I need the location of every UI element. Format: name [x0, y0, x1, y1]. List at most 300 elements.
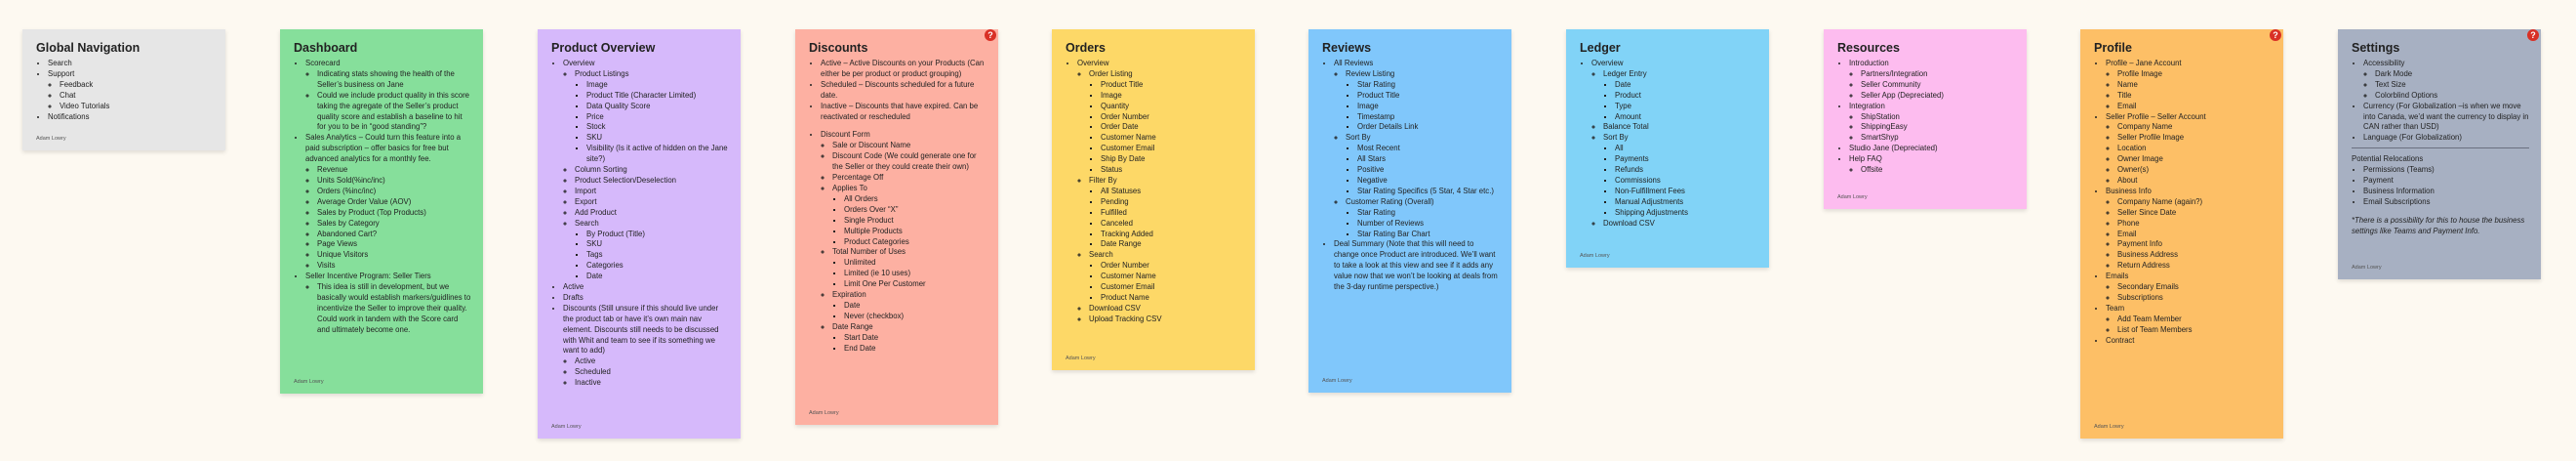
list-item-text: Business Information — [2363, 186, 2435, 195]
list-item — [844, 301, 986, 312]
list-item-text: ShipStation — [1861, 111, 1900, 121]
list-item — [575, 197, 729, 208]
list-item — [1101, 112, 1243, 123]
list-item — [2106, 59, 2272, 112]
note-product-overview[interactable] — [538, 29, 741, 439]
list-item-text: Overview — [563, 59, 595, 67]
list-item — [1101, 133, 1243, 144]
list-item-text: Product Listings — [575, 68, 629, 78]
list-item-text: Could we include product quality in this score taking the agregate of the Seller’s product quality score and establish a baseline to hit for you to be in “good standing”? — [317, 90, 470, 132]
list-item — [1101, 230, 1243, 240]
list-item-text: Name — [2117, 79, 2138, 89]
list-item — [586, 239, 729, 250]
sub-list — [305, 165, 471, 272]
list-item — [575, 165, 729, 176]
list-item-text: SmartShyp — [1861, 133, 1899, 143]
bullet-list — [1580, 59, 1757, 230]
list-item — [832, 151, 986, 173]
list-item — [575, 69, 729, 165]
list-item — [2117, 69, 2272, 80]
list-item — [1861, 122, 2015, 133]
list-item-text: Positive — [1357, 165, 1385, 175]
list-item-text: Help FAQ — [1849, 154, 1882, 164]
list-item-text: Non-Fulfillment Fees — [1615, 186, 1685, 195]
list-item-text: Tags — [586, 250, 603, 260]
list-item — [832, 141, 986, 151]
question-icon[interactable]: ? — [985, 29, 996, 41]
list-item — [1101, 239, 1243, 250]
list-item-text: Star Rating Specifics (5 Star, 4 Star etc.) — [1357, 186, 1494, 195]
list-item — [1101, 91, 1243, 102]
list-item-text: Pending — [1101, 196, 1129, 206]
list-item-text: Active – Active Discounts on your Products (Can either be per product or product grouping) — [821, 59, 985, 78]
list-item — [305, 59, 471, 133]
list-item-text: Expiration — [832, 290, 866, 300]
list-item — [2117, 144, 2272, 154]
list-item-text: Percentage Off — [832, 173, 884, 183]
list-item-text: Sales by Product (Top Products) — [317, 207, 426, 217]
list-item — [586, 122, 729, 133]
list-item-text: Amount — [1615, 111, 1641, 121]
list-item-text: Limit One Per Customer — [844, 279, 926, 289]
author-label: Adam Lowry — [1322, 378, 1352, 384]
list-item — [1357, 165, 1500, 176]
list-item-text: Seller Profile – Seller Account — [2106, 111, 2206, 121]
list-item — [1357, 230, 1500, 240]
list-item — [821, 130, 986, 354]
list-item — [305, 133, 471, 272]
author-label: Adam Lowry — [809, 410, 839, 416]
author-label: Adam Lowry — [36, 136, 66, 142]
list-item — [844, 194, 986, 205]
list-item — [1615, 187, 1757, 197]
list-item-text: Order Number — [1101, 111, 1149, 121]
list-item — [1861, 69, 2015, 80]
note-resources[interactable] — [1824, 29, 2027, 209]
list-item-text: Date Range — [832, 321, 873, 331]
list-item — [317, 91, 471, 134]
sub-list — [563, 69, 729, 282]
list-item — [844, 279, 986, 290]
bullet-list — [809, 59, 986, 122]
list-item — [575, 208, 729, 219]
list-item-text: Emails — [2106, 272, 2129, 281]
note-title: Reviews — [1322, 41, 1372, 55]
list-item — [60, 91, 214, 102]
list-item-text: Export — [575, 196, 597, 206]
list-item — [1615, 112, 1757, 123]
list-item-text: Search — [48, 59, 72, 67]
list-item — [2375, 80, 2529, 91]
list-item — [1603, 133, 1757, 218]
list-item-text: All Orders — [844, 193, 878, 203]
list-item — [832, 247, 986, 290]
list-item-text: Average Order Value (AOV) — [317, 196, 412, 206]
list-item — [1603, 69, 1757, 123]
list-item — [1101, 261, 1243, 272]
list-item-text: Offsite — [1861, 165, 1883, 175]
list-item — [1101, 282, 1243, 293]
note-global-navigation[interactable] — [22, 29, 225, 150]
list-item-text: Order Number — [1101, 261, 1149, 271]
list-item-text: Single Product — [844, 215, 894, 225]
sub-list — [1849, 165, 2015, 176]
list-item — [2117, 239, 2272, 250]
list-item-text: Column Sorting — [575, 165, 627, 175]
list-item — [1615, 102, 1757, 112]
list-item-text: Partners/Integration — [1861, 68, 1928, 78]
list-item-text: Orders Over “X” — [844, 204, 899, 214]
list-item — [821, 80, 986, 102]
list-item — [1089, 304, 1243, 314]
list-item — [1101, 272, 1243, 282]
sub-list — [575, 230, 729, 283]
list-item — [2117, 102, 2272, 112]
list-item-text: Status — [1101, 165, 1123, 175]
list-item — [1346, 69, 1500, 133]
list-item — [844, 227, 986, 237]
list-item-text: Seller Profile Image — [2117, 133, 2185, 143]
list-item — [317, 282, 471, 336]
list-item-text: About — [2117, 175, 2138, 185]
list-item — [1101, 219, 1243, 230]
list-item — [821, 59, 986, 80]
bullet-list — [1066, 59, 1243, 325]
bullet-list — [2352, 165, 2529, 208]
list-item-text: Discount Form — [821, 130, 870, 140]
list-item-text: Unique Visitors — [317, 250, 369, 260]
list-item-text: Sales Analytics – Could turn this feature into a paid subscription – offer basics for free but advanced analytics for a monthly fee. — [305, 133, 462, 164]
list-item — [1101, 165, 1243, 176]
sub-list — [563, 356, 729, 389]
list-item — [1861, 80, 2015, 91]
list-item-text: Email Subscriptions — [2363, 196, 2431, 206]
author-label: Adam Lowry — [1837, 194, 1868, 200]
list-item-text: ShippingEasy — [1861, 122, 1908, 132]
list-item-text: Data Quality Score — [586, 101, 651, 110]
note-title: Discounts — [809, 41, 868, 55]
list-item — [2117, 293, 2272, 304]
list-item — [832, 322, 986, 355]
list-item — [2375, 69, 2529, 80]
bullet-list — [2094, 59, 2272, 346]
list-item-text: Star Rating — [1357, 79, 1396, 89]
list-item — [1357, 208, 1500, 219]
list-item-text: Orders (%inc/inc) — [317, 186, 377, 195]
list-item-text: Image — [586, 79, 608, 89]
list-item-text: Payment Info — [2117, 239, 2162, 249]
list-item-text: Add Team Member — [2117, 314, 2182, 323]
list-item-text: Product Title — [1357, 90, 1400, 100]
note-reviews[interactable] — [1308, 29, 1511, 393]
list-item — [317, 197, 471, 208]
list-item — [1849, 102, 2015, 145]
list-item-text: List of Team Members — [2117, 324, 2193, 334]
list-item-text: Negative — [1357, 175, 1388, 185]
list-item-text: All Stars — [1357, 154, 1387, 164]
list-item-text: Contract — [2106, 335, 2135, 345]
list-item-text: Language (For Globalization) — [2363, 133, 2462, 143]
list-item-text: Company Name — [2117, 122, 2173, 132]
list-item — [2117, 197, 2272, 208]
list-item — [1089, 69, 1243, 176]
list-item — [1357, 154, 1500, 165]
author-label: Adam Lowry — [2352, 265, 2382, 271]
list-item-text: SKU — [586, 239, 603, 249]
list-item-text: Order Date — [1101, 122, 1139, 132]
list-item-text: Import — [575, 186, 597, 195]
list-item — [1101, 102, 1243, 112]
list-item — [2106, 272, 2272, 304]
list-item-text: Filter By — [1089, 175, 1117, 185]
list-item — [586, 144, 729, 165]
list-item-text: Units Sold(%inc/inc) — [317, 175, 385, 185]
list-item — [1089, 314, 1243, 325]
list-item-text: Sort By — [1603, 133, 1629, 143]
list-item — [844, 312, 986, 322]
list-item — [2117, 133, 2272, 144]
list-item-text: Seller Incentive Program: Seller Tiers — [305, 272, 431, 281]
list-item-text: Team — [2106, 303, 2125, 313]
list-item-text: Product Selection/Deselection — [575, 175, 677, 185]
list-item — [2117, 80, 2272, 91]
list-item — [1861, 91, 2015, 102]
sub-list — [1849, 112, 2015, 145]
list-item-text: Profile – Jane Account — [2106, 59, 2182, 67]
list-item-text: Commissions — [1615, 175, 1661, 185]
list-item — [844, 205, 986, 216]
list-item-text: Studio Jane (Depreciated) — [1849, 144, 1938, 153]
list-item-text: Customer Email — [1101, 282, 1155, 292]
list-item-text: Price — [586, 111, 604, 121]
list-item-text: Product Categories — [844, 236, 909, 246]
list-item — [1357, 187, 1500, 197]
list-item — [2106, 187, 2272, 272]
list-item — [2363, 176, 2529, 187]
list-item — [844, 344, 986, 355]
list-item — [586, 250, 729, 261]
list-item — [2117, 91, 2272, 102]
list-item-text: Title — [2117, 90, 2132, 100]
note-title: Product Overview — [551, 41, 656, 55]
list-item — [1357, 91, 1500, 102]
list-item-text: Customer Name — [1101, 133, 1156, 143]
list-item-text: Download CSV — [1089, 303, 1141, 313]
list-item — [317, 250, 471, 261]
relocations-heading: Potential Relocations — [2352, 154, 2424, 164]
list-item-text: Unlimited — [844, 258, 876, 268]
list-item — [1861, 165, 2015, 176]
list-item — [305, 272, 471, 335]
list-item-text: Quantity — [1101, 101, 1130, 110]
list-item — [1603, 122, 1757, 133]
sub-list — [1591, 69, 1757, 230]
note-dashboard[interactable] — [280, 29, 483, 394]
list-item — [1101, 80, 1243, 91]
sub-list — [2106, 69, 2272, 112]
divider — [2352, 147, 2529, 148]
list-item — [832, 184, 986, 247]
list-item-text: Star Rating Bar Chart — [1357, 229, 1430, 238]
sub-list — [2106, 197, 2272, 272]
list-item — [844, 237, 986, 248]
list-item — [844, 269, 986, 279]
list-item — [1101, 197, 1243, 208]
list-item-text: Integration — [1849, 101, 1885, 110]
sub-list — [1089, 187, 1243, 250]
question-icon[interactable]: ? — [2527, 29, 2539, 41]
list-item-text: Sales by Category — [317, 218, 380, 228]
bullet-list — [1837, 59, 2015, 176]
list-item — [2363, 59, 2529, 102]
list-item-text: Support — [48, 68, 75, 78]
sub-list — [1089, 261, 1243, 304]
list-item — [1603, 219, 1757, 230]
list-item — [2117, 165, 2272, 176]
note-title: Ledger — [1580, 41, 1621, 55]
list-item-text: Balance Total — [1603, 122, 1649, 132]
list-item-text: Secondary Emails — [2117, 282, 2179, 292]
list-item — [844, 333, 986, 344]
list-item — [1334, 239, 1500, 293]
bullet-list — [2352, 59, 2529, 144]
note-title: Global Navigation — [36, 41, 141, 55]
list-item-text: Subscriptions — [2117, 292, 2163, 302]
list-item-text: Indicating stats showing the health of the Seller’s business on Jane — [317, 68, 455, 89]
list-item-text: Owner(s) — [2117, 165, 2150, 175]
list-item-text: Drafts — [563, 292, 584, 302]
list-item — [1089, 250, 1243, 304]
list-item — [563, 293, 729, 304]
list-item-text: Tracking Added — [1101, 229, 1153, 238]
list-item-text: Scheduled — [575, 367, 611, 377]
list-item — [1357, 122, 1500, 133]
sub-list — [2363, 69, 2529, 102]
list-item-text: Visibility (Is it active of hidden on the Jane site?) — [586, 144, 728, 164]
note-ledger[interactable] — [1566, 29, 1769, 268]
list-item-text: Ship By Date — [1101, 154, 1146, 164]
list-item — [586, 102, 729, 112]
list-item-text: Feedback — [60, 79, 94, 89]
list-item — [1615, 80, 1757, 91]
list-item — [2117, 230, 2272, 240]
list-item-text: Payment — [2363, 176, 2394, 186]
list-item — [2106, 336, 2272, 347]
list-item — [586, 91, 729, 102]
sub-list — [1334, 69, 1500, 240]
list-item — [586, 133, 729, 144]
list-item-text: Seller App (Depreciated) — [1861, 90, 1944, 100]
list-item-text: Total Number of Uses — [832, 247, 906, 257]
list-item-text: Type — [1615, 101, 1631, 110]
list-item — [60, 102, 214, 112]
list-item — [317, 165, 471, 176]
settings-footnote: *There is a possibility for this to house the business settings like Teams and Payment Info. — [2352, 215, 2525, 235]
list-item — [1101, 154, 1243, 165]
list-item-text: Product Title — [1101, 79, 1144, 89]
list-item-text: By Product (Title) — [586, 229, 645, 238]
note-profile[interactable] — [2080, 29, 2283, 439]
list-item — [1346, 133, 1500, 196]
list-item-text: Dark Mode — [2375, 68, 2413, 78]
author-label: Adam Lowry — [1580, 253, 1610, 259]
sub-list — [832, 333, 986, 355]
list-item — [48, 59, 214, 69]
list-item — [317, 261, 471, 272]
list-item-text: Scheduled – Discounts scheduled for a future date. — [821, 79, 975, 100]
list-item-text: Add Product — [575, 207, 617, 217]
list-item-text: Download CSV — [1603, 218, 1655, 228]
author-label: Adam Lowry — [2094, 424, 2124, 430]
list-item — [586, 272, 729, 282]
list-item — [2363, 102, 2529, 134]
list-item — [2117, 250, 2272, 261]
list-item-text: Profile Image — [2117, 68, 2162, 78]
note-orders[interactable] — [1052, 29, 1255, 370]
list-item — [48, 112, 214, 123]
list-item-text: All — [1615, 144, 1624, 153]
bullet-list — [809, 130, 986, 354]
note-discounts[interactable] — [795, 29, 998, 425]
list-item-text: SKU — [586, 133, 603, 143]
list-item-text: Product Name — [1101, 292, 1149, 302]
list-item-text: Accessibility — [2363, 59, 2405, 67]
list-item-text: Customer Email — [1101, 144, 1155, 153]
sub-list — [2106, 282, 2272, 304]
list-item-text: Chat — [60, 90, 76, 100]
list-item — [48, 69, 214, 112]
list-item — [575, 176, 729, 187]
list-item — [1101, 187, 1243, 197]
list-item — [1357, 102, 1500, 112]
list-item — [1861, 133, 2015, 144]
list-item — [2106, 304, 2272, 336]
list-item-text: Notifications — [48, 111, 90, 121]
list-item-text: Applies To — [832, 183, 867, 192]
list-item-text: Upload Tracking CSV — [1089, 314, 1162, 323]
list-item — [317, 208, 471, 219]
note-settings[interactable] — [2338, 29, 2541, 279]
list-item — [1101, 208, 1243, 219]
list-item-text: Overview — [1077, 59, 1109, 67]
list-item-text: Multiple Products — [844, 226, 903, 235]
list-item-text: Order Listing — [1089, 68, 1133, 78]
list-item-text: Location — [2117, 144, 2147, 153]
list-item — [575, 378, 729, 389]
sub-list — [305, 282, 471, 336]
list-item-text: Ledger Entry — [1603, 68, 1647, 78]
list-item-text: Order Details Link — [1357, 122, 1419, 132]
list-item-text: Active — [575, 356, 596, 366]
list-item-text: Search — [1089, 250, 1113, 260]
list-item — [1591, 59, 1757, 230]
list-item — [1357, 176, 1500, 187]
list-item — [1615, 154, 1757, 165]
question-icon[interactable]: ? — [2270, 29, 2281, 41]
list-item-text: All Reviews — [1334, 59, 1374, 67]
list-item — [1334, 59, 1500, 239]
list-item — [1101, 122, 1243, 133]
list-item-text: Review Listing — [1346, 68, 1395, 78]
sub-list — [832, 301, 986, 322]
list-item — [2117, 261, 2272, 272]
list-item-text: Categories — [586, 261, 624, 271]
list-item-text: Number of Reviews — [1357, 218, 1425, 228]
list-item-text: Discounts (Still unsure if this should live under the product tab or have it’s own main nav element. Discounts still needs to be discussed with Whit and team to see if its something we want to add) — [563, 303, 719, 356]
list-item — [575, 356, 729, 367]
list-item — [2106, 112, 2272, 187]
list-item-text: Company Name (again?) — [2117, 196, 2203, 206]
